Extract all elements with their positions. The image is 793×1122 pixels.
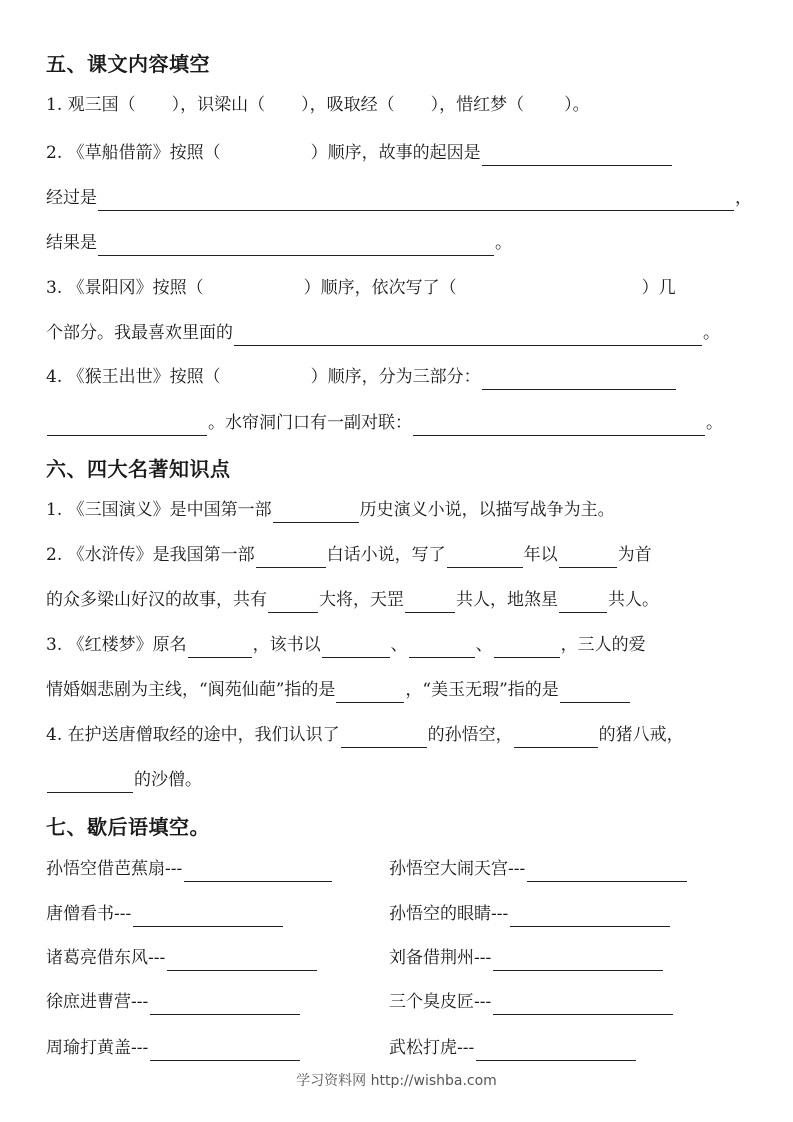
s5-q4-line2: 。水帘洞门口有一副对联： 。	[46, 410, 723, 436]
xiehouyu-item: 孙悟空大闹天宫---	[389, 856, 688, 882]
answer-blank[interactable]	[405, 591, 455, 613]
s6-q1-line: 1. 《三国演义》是中国第一部 历史演义小说，以描写战争为主。	[46, 497, 615, 523]
s6-q4-line1: 4. 在护送唐僧取经的途中，我们认识了 的孙悟空， 的猪八戒，	[46, 722, 684, 748]
xiehouyu-item: 孙悟空借芭蕉扇---	[46, 856, 333, 882]
answer-blank[interactable]	[560, 681, 630, 703]
section-5-title: 五、课文内容填空	[46, 52, 210, 76]
answer-blank[interactable]	[268, 591, 318, 613]
answer-blank[interactable]	[559, 591, 607, 613]
footer-watermark: 学习资料网 http://wishba.com	[296, 1073, 497, 1089]
answer-blank[interactable]	[413, 414, 705, 436]
answer-blank[interactable]	[184, 860, 332, 882]
answer-blank[interactable]	[510, 905, 670, 927]
answer-blank[interactable]	[476, 1039, 636, 1061]
answer-blank[interactable]	[150, 1039, 300, 1061]
xiehouyu-item: 徐庶进曹营---	[46, 989, 301, 1015]
section-7-title: 七、歇后语填空。	[46, 815, 210, 839]
xiehouyu-item: 周瑜打黄盖---	[46, 1035, 301, 1061]
s6-q2-line2: 的众多梁山好汉的故事，共有 大将，天罡 共人，地煞星 共人。	[46, 587, 659, 613]
answer-blank[interactable]	[494, 636, 560, 658]
answer-blank[interactable]	[336, 681, 404, 703]
xiehouyu-item: 孙悟空的眼睛---	[389, 901, 671, 927]
answer-blank[interactable]	[234, 324, 702, 346]
answer-blank[interactable]	[527, 860, 687, 882]
answer-blank[interactable]	[47, 771, 133, 793]
s5-q4-line1: 4. 《猴王出世》按照（ ）顺序，分为三部分：	[46, 364, 677, 390]
answer-blank[interactable]	[482, 368, 676, 390]
section-6-title: 六、四大名著知识点	[46, 457, 231, 481]
answer-blank[interactable]	[493, 993, 673, 1015]
s5-q3-line2: 个部分。我最喜欢里面的 。	[46, 320, 720, 346]
answer-blank[interactable]	[98, 234, 494, 256]
answer-blank[interactable]	[514, 726, 598, 748]
answer-blank[interactable]	[150, 993, 300, 1015]
s5-q2-line1: 2. 《草船借箭》按照（ ）顺序，故事的起因是	[46, 140, 673, 166]
xiehouyu-item: 三个臭皮匠---	[389, 989, 674, 1015]
answer-blank[interactable]	[98, 189, 734, 211]
answer-blank[interactable]	[322, 636, 390, 658]
answer-blank[interactable]	[447, 546, 523, 568]
answer-blank[interactable]	[47, 414, 207, 436]
s5-q2-line3: 结果是 。	[46, 230, 512, 256]
answer-blank[interactable]	[256, 546, 326, 568]
answer-blank[interactable]	[167, 949, 317, 971]
xiehouyu-item: 武松打虎---	[389, 1035, 637, 1061]
xiehouyu-item: 唐僧看书---	[46, 901, 284, 927]
xiehouyu-item: 刘备借荆州---	[389, 945, 664, 971]
answer-blank[interactable]	[559, 546, 617, 568]
s5-q3-line1: 3. 《景阳冈》按照（ ）顺序，依次写了（ ）几	[46, 278, 676, 298]
s6-q3-line1: 3. 《红楼梦》原名 ，该书以 、 、 ，三人的爱	[46, 632, 646, 658]
answer-blank[interactable]	[188, 636, 252, 658]
xiehouyu-item: 诸葛亮借东风---	[46, 945, 318, 971]
answer-blank[interactable]	[273, 501, 359, 523]
answer-blank[interactable]	[482, 144, 672, 166]
s5-q2-line2: 经过是 ，	[46, 185, 752, 211]
s6-q2-line1: 2. 《水浒传》是我国第一部 白话小说，写了 年以 为首	[46, 542, 652, 568]
s6-q3-line2: 情婚姻悲剧为主线，“阆苑仙葩”指的是 ，“美玉无瑕”指的是	[46, 677, 631, 703]
answer-blank[interactable]	[133, 905, 283, 927]
answer-blank[interactable]	[409, 636, 475, 658]
s5-q1-line: 1. 观三国（ ），识梁山（ ），吸取经（ ），惜红梦（ ）。	[46, 95, 590, 115]
answer-blank[interactable]	[493, 949, 663, 971]
answer-blank[interactable]	[341, 726, 427, 748]
s6-q4-line2: 的沙僧。	[46, 767, 202, 793]
